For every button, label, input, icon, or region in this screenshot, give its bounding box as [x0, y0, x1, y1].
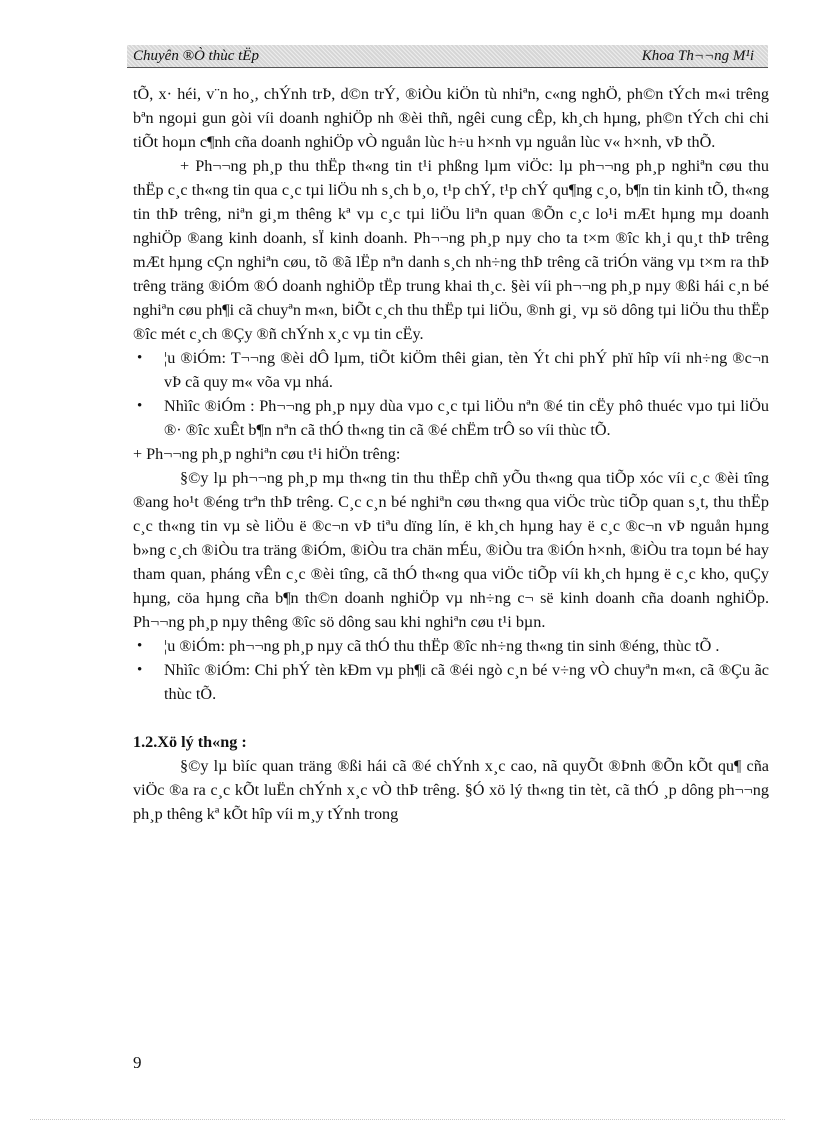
- page-header: [127, 45, 768, 68]
- section-heading: 1.2.Xö lý th«ng :: [133, 733, 247, 751]
- bullet-item: [133, 658, 769, 706]
- bullet-icon: •: [137, 638, 143, 654]
- body-text: [133, 82, 769, 826]
- bullet-icon: •: [137, 350, 143, 366]
- paragraph: §©y lµ ph¬¬ng ph¸p mµ th«ng tin thu thËp chñ yÕu th«ng qua tiÕp xóc víi c¸c ®èi tîng ®ang ho¹t ®éng trªn thÞ trêng. C¸c c¸n bé nghiªn cøu th«ng qua viÖc trùc tiÕp quan s¸t, thu thËp c¸c th«ng tin vµ sè liÖu ë ®c¬n vÞ tiªu dïng lín, ë kh¸ch hµng hay ë c¸c ®c¬n vÞ nguån hµng b»ng c¸ch ®iÒu tra träng ®iÓm, ®iÒu tra chän mÉu, ®iÒu tra ®iÓn h×nh, ®iÒu tra toµn bé hay tham quan, pháng vÊn c¸c ®èi tîng, cã thÓ th«ng qua viÖc tiÕp víi kh¸ch hµng ë c¸c kho, quÇy hµng, cöa hµng cña b¶n th©n doanh nghiÖp vµ nh÷ng c¬ së kinh doanh cña doanh nghiÖp. Ph¬¬ng ph¸p nµy thêng ®îc sö dông sau khi nghiªn cøu t¹i bµn.: [133, 469, 769, 631]
- bullet-icon: •: [137, 398, 143, 414]
- footer-divider: [30, 1119, 785, 1120]
- bullet-text: Nhìîc ®iÓm: Chi phÝ tèn kÐm vµ ph¶i cã ®éi ngò c¸n bé v÷ng vÒ chuyªn m«n, cã ®Çu ãc thùc tÕ.: [164, 661, 769, 703]
- bullet-item: [133, 634, 769, 658]
- header-title-right: Khoa Th¬¬ng M¹i: [641, 48, 754, 64]
- paragraph: tÕ, x· héi, v¨n ho¸, chÝnh trÞ, d©n trÝ, ®iÒu kiÖn tù nhiªn, c«ng nghÖ, ph©n tÝch m«i trêng bªn ngoµi gun gòi víi doanh nghiÖp nh ®èi thñ, ngêi cung cÊp, kh¸ch hµng, ph©n tÝch chi chi tiÕt hoµn c¶nh cña doanh nghiÖp vÒ nguån lùc h÷u h×nh vµ nguån lùc v« h×nh, vÞ thÕ.: [133, 85, 769, 151]
- bullet-icon: •: [137, 662, 143, 678]
- header-title-left: Chuyên ®Ò thùc tËp: [133, 48, 259, 64]
- paragraph: + Ph¬¬ng ph¸p thu thËp th«ng tin t¹i phßng lµm viÖc: lµ ph¬¬ng ph¸p nghiªn cøu thu thËp c¸c th«ng tin qua c¸c tµi liÖu nh s¸ch b¸o, t¹p chÝ, t¹p chÝ qu¶ng c¸o, b¶n tin kinh tÕ, th«ng tin thÞ trêng, niªn gi¸m thêng kª vµ c¸c tµi liÖu liªn quan ®Õn c¸c lo¹i mÆt hµng mµ doanh nghiÖp ®ang kinh doanh, sÏ kinh doanh. Ph¬¬ng ph¸p nµy cho ta t×m ®îc kh¸i qu¸t thÞ trêng mÆt hµng cÇn nghiªn cøu, tõ ®ã lËp nªn danh s¸ch nh÷ng thÞ trêng cã triÓn väng vµ t×m ra thÞ trêng träng ®iÓm ®Ó doanh nghiÖp tËp trung khai th¸c. §èi víi ph¬¬ng ph¸p nµy ®ßi hái c¸n bé nghiªn cøu ph¶i cã chuyªn m«n, biÕt c¸ch thu thËp tµi liÖu, ®nh gi¸ vµ sö dông tµi liÖu thu thËp ®îc mét c¸ch ®Çy ®ñ chÝnh x¸c vµ tin cËy.: [133, 157, 769, 343]
- paragraph: + Ph¬¬ng ph¸p nghiªn cøu t¹i hiÖn trêng:: [133, 445, 401, 463]
- bullet-text: ¦u ®iÓm: T¬¬ng ®èi dÔ lµm, tiÕt kiÖm thêi gian, tèn Ýt chi phÝ phï hîp víi nh÷ng ®c¬n vÞ cã quy m« võa vµ nhá.: [164, 349, 769, 391]
- spacer: [133, 706, 769, 730]
- bullet-text: ¦u ®iÓm: ph¬¬ng ph¸p nµy cã thÓ thu thËp ®îc nh÷ng th«ng tin sinh ®éng, thùc tÕ .: [164, 637, 720, 655]
- bullet-item: [133, 394, 769, 442]
- paragraph: §©y lµ bìíc quan träng ®ßi hái cã ®é chÝnh x¸c cao, nã quyÕt ®Þnh ®Õn kÕt qu¶ cña viÖc ®a ra c¸c kÕt luËn chÝnh x¸c vÒ thÞ trêng. §Ó xö lý th«ng tin tèt, cã thÓ ¸p dông ph¬¬ng ph¸p thêng kª kÕt hîp víi m¸y tÝnh trong: [133, 757, 769, 823]
- bullet-text: Nhìîc ®iÓm : Ph¬¬ng ph¸p nµy dùa vµo c¸c tµi liÖu nªn ®é tin cËy phô thuéc vµo tµi liÖu ®· ®îc xuÊt b¶n nªn cã thÓ th«ng tin cã ®é chËm trÔ so víi thùc tÕ.: [164, 397, 769, 439]
- page-number: 9: [133, 1053, 142, 1072]
- bullet-item: [133, 346, 769, 394]
